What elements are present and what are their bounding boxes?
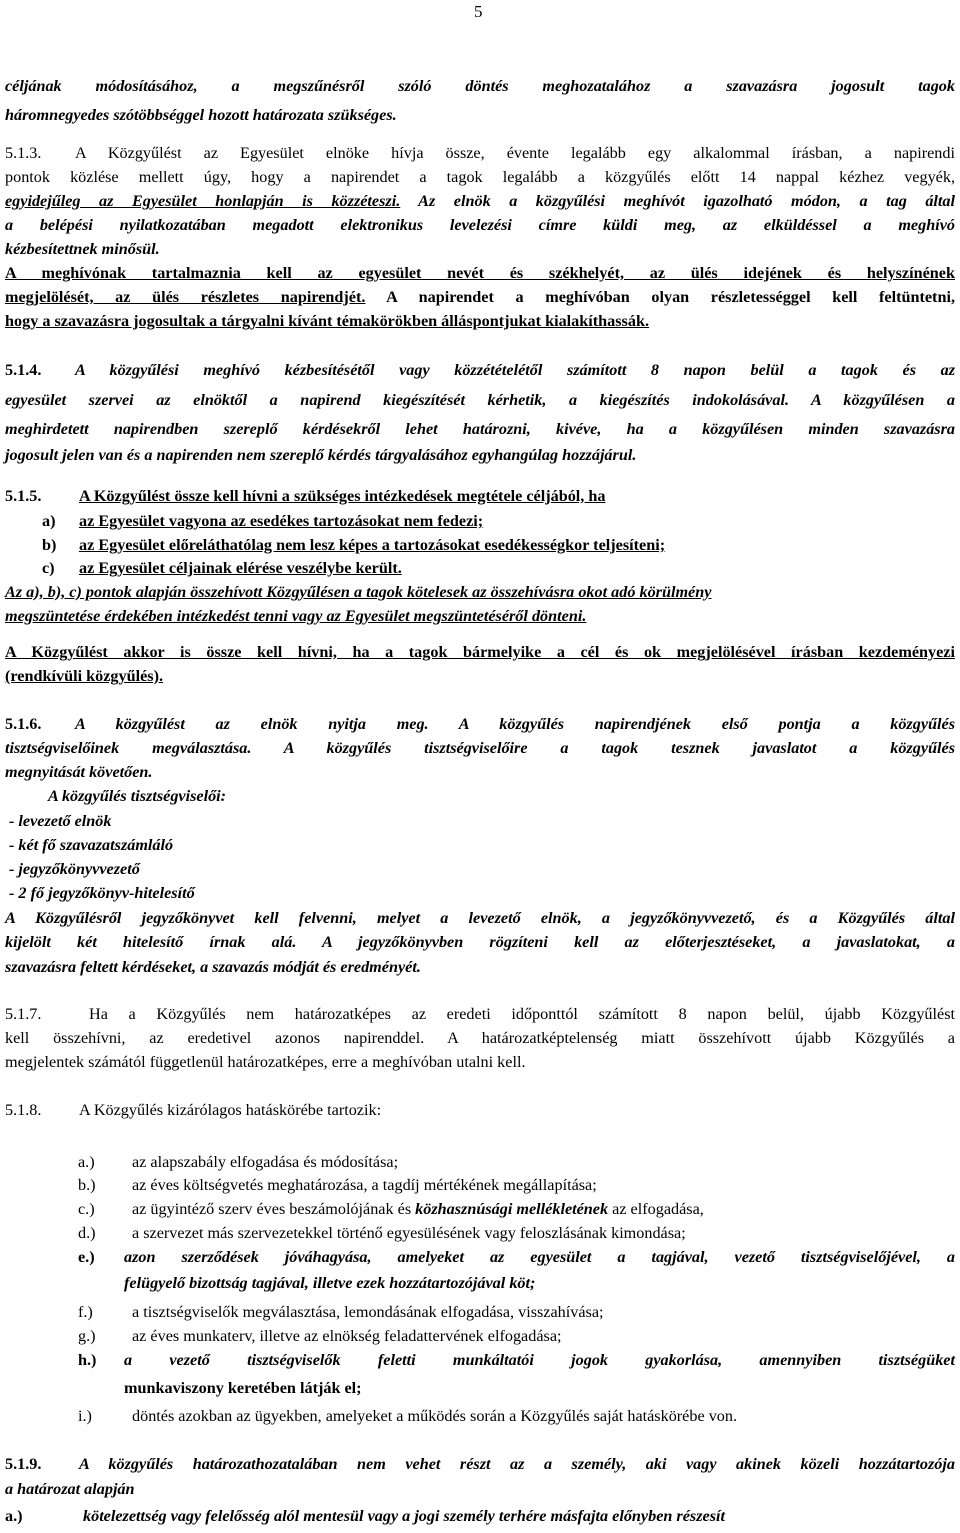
section-515-line: Az a), b), c) pontok alapján összehívott Közgyűlésen a tagok kötelesek az összehívásra okot adó körülmény [5,583,712,601]
section-514-line: meghirdetett napirendben szereplő kérdésekről lehet határozni, kivéve, ha a közgyűlésen minden szavazásra [5,420,955,438]
list-item: az Egyesület előreláthatólag nem lesz képes a tartozásokat esedékességkor teljesíteni; [79,536,666,554]
list-label: g.) [78,1327,96,1345]
list-item: az éves munkaterv, illetve az elnökség feladattervének elfogadása; [132,1327,562,1345]
section-513-line: hogy a szavazásra jogosultak a tárgyalni kívánt témakörökben álláspontjukat kialakíthassák. [5,312,649,330]
section-515-line: megszüntetése érdekében intézkedést tenni vagy az Egyesület megszüntetéséről dönteni. [5,607,587,625]
list-item: az Egyesület céljainak elérése veszélybe került. [79,559,402,577]
page-number: 5 [474,2,483,21]
list-label: b.) [78,1176,96,1194]
list-label: b) [42,536,57,554]
section-517-line: 5.1.7. Ha a Közgyűlés nem határozatképes az eredeti időponttól számított 8 napon belül, újabb Közgyűlést [5,1005,955,1023]
section-number: 5.1.7. [5,1005,42,1023]
section-514-line: jogosult jelen van és a napirenden nem szereplő kérdés tárgyalásához egyhangúlag hozzájárul. [5,446,637,464]
list-label: a) [42,512,56,530]
list-label: a.) [78,1153,95,1171]
list-item: a tisztségviselők megválasztása, lemondásának elfogadása, visszahívása; [132,1303,604,1321]
section-number: 5.1.8. [5,1101,42,1119]
section-number: 5.1.6. [5,715,42,733]
list-label: h.) [78,1351,97,1369]
list-label: f.) [78,1303,93,1321]
section-513-line: egyidejűleg az Egyesület honlapján is közzéteszi. Az elnök a közgyűlési meghívót igazolható módon, a tag által [5,192,955,210]
section-514-line: egyesület szervei az elnöktől a napirend kiegészítését kérhetik, a kiegészítés indokolásával. A közgyűlésen a [5,391,955,409]
section-513-line: kézbesítettnek minősül. [5,240,160,258]
officer-item: - levezető elnök [9,812,112,830]
section-number: 5.1.3. [5,144,42,162]
list-label: i.) [78,1407,92,1425]
section-514-line: 5.1.4. A közgyűlési meghívó kézbesítésétől vagy közzétételétől számított 8 napon belül a tagok és az [5,361,955,379]
list-item: a szervezet más szervezetekkel történő egyesülésének vagy feloszlásának kimondása; [132,1224,686,1242]
list-item-continuation: felügyelő bizottság tagjával, illetve ezek hozzátartozójával köt; [124,1274,536,1292]
officer-item: - két fő szavazatszámláló [9,836,174,854]
paragraph-line: céljának módosításához, a megszűnésről szóló döntés meghozatalához a szavazásra jogosult tagok [5,77,955,95]
list-item: az alapszabály elfogadása és módosítása; [132,1153,399,1171]
list-item: kötelezettség vagy felelősség alól mentesül vagy a jogi személy terhére másfajta előnyben részesít [83,1507,725,1525]
section-number: 5.1.4. [5,361,42,379]
list-item: az ügyintéző szerv éves beszámolójának és közhasznúsági mellékletének az elfogadása, [132,1200,704,1218]
list-label: c.) [78,1200,95,1218]
section-517-line: kell összehívni, az eredetivel azonos napirenddel. A határozatképtelenség miatt összehívott újabb Közgyűlés a [5,1029,955,1047]
section-number: 5.1.9. [5,1455,42,1473]
section-513-line: A meghívónak tartalmaznia kell az egyesület nevét és székhelyét, az ülés idejének és helyszínének [5,264,955,282]
list-item-continuation: munkaviszony keretében látják el; [124,1379,362,1397]
list-item: azon szerződések jóváhagyása, amelyeket az egyesület a tagjával, vezető tisztségviselőjével, a [124,1248,955,1266]
officer-item: - 2 fő jegyzőkönyv-hitelesítő [9,884,195,902]
paragraph-line: háromnegyedes szótöbbséggel hozott határozata szükséges. [5,106,397,124]
list-item: az Egyesület vagyona az esedékes tartozásokat nem fedezi; [79,512,484,530]
officers-heading: A közgyűlés tisztségviselői: [48,787,227,805]
section-516-line: A Közgyűlésről jegyzőkönyvet kell felvenni, melyet a levezető elnök, a jegyzőkönyvvezető, és a Közgyűlés által [5,909,955,927]
list-label: e.) [78,1248,95,1266]
section-519-line: 5.1.9. A közgyűlés határozathozatalában nem vehet részt az a személy, aki vagy akinek közeli hozzátartozója [5,1455,955,1473]
list-label: a.) [5,1507,23,1525]
section-513-line: a belépési nyilatkozatában megadott elektronikus levelezési címre küldi meg, az elküldéssel a meghívó [5,216,955,234]
section-517-line: megjelentek számától függetlenül határozatképes, erre a meghívóban utalni kell. [5,1053,526,1071]
officer-item: - jegyzőkönyvvezető [9,860,140,878]
section-516-line: megnyitását követően. [5,763,153,781]
section-518-line: 5.1.8. A Közgyűlés kizárólagos hatáskörébe tartozik: [5,1101,382,1119]
list-label: c) [42,559,55,577]
section-515-line: A Közgyűlést akkor is össze kell hívni, ha a tagok bármelyike a cél és ok megjelölésével írásban kezdeményezi [5,643,955,661]
section-516-line: tisztségviselőinek megválasztása. A közgyűlés tisztségviselőire a tagok tesznek javaslatot a közgyűlés [5,739,955,757]
section-516-line: szavazásra feltett kérdéseket, a szavazás módját és eredményét. [5,958,421,976]
section-513-line: pontok közlése mellett úgy, hogy a napirendet a tagok legalább a közgyűlés előtt 14 nappal kézhez vegyék, [5,168,955,186]
section-number: 5.1.5. [5,487,42,505]
list-item: az éves költségvetés meghatározása, a tagdíj mértékének megállapítása; [132,1176,597,1194]
section-516-line: kijelölt két hitelesítő írnak alá. A jegyzőkönyvben rögzíteni kell az előterjesztéseket, a javaslatokat, a [5,933,955,951]
list-label: d.) [78,1224,96,1242]
list-item: a vezető tisztségviselők feletti munkáltatói jogok gyakorlása, amennyiben tisztségüket [124,1351,955,1369]
section-519-line: a határozat alapján [5,1480,135,1498]
section-513-line: megjelölését, az ülés részletes napirendjét. A napirendet a meghívóban olyan részletességgel kell feltüntetni, [5,288,955,306]
section-515-line: 5.1.5. A Közgyűlést össze kell hívni a szükséges intézkedések megtétele céljából, ha [5,487,606,505]
list-item: döntés azokban az ügyekben, amelyeket a működés során a Közgyűlés saját hatáskörébe von. [132,1407,738,1425]
section-515-line: (rendkívüli közgyűlés). [5,667,164,685]
section-516-line: 5.1.6. A közgyűlést az elnök nyitja meg. A közgyűlés napirendjének első pontja a közgyűlés [5,715,955,733]
section-513-line: 5.1.3. A Közgyűlést az Egyesület elnöke hívja össze, évente legalább egy alkalommal írásban, a napirendi [5,144,955,162]
